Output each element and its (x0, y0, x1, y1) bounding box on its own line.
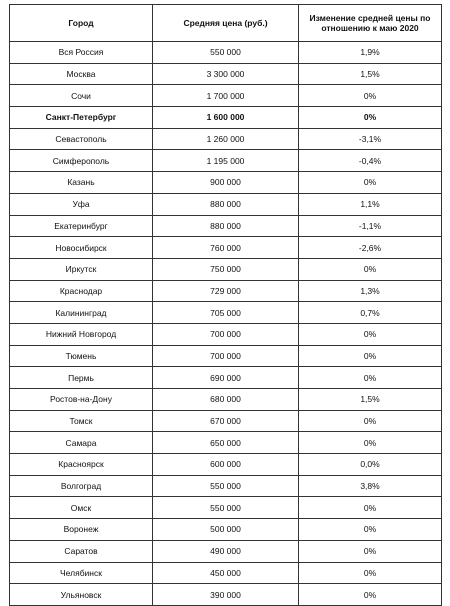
price-table (9, 4, 442, 606)
cell-city: Омск (10, 497, 153, 519)
cell-change: 0,0% (299, 454, 442, 476)
cell-city: Челябинск (10, 562, 153, 584)
cell-change: 0% (299, 540, 442, 562)
cell-change: 1,5% (299, 389, 442, 411)
cell-price: 1 260 000 (153, 128, 299, 150)
table-row (10, 302, 442, 324)
cell-change: 0% (299, 584, 442, 606)
cell-change: 1,1% (299, 193, 442, 215)
cell-price: 550 000 (153, 475, 299, 497)
cell-price: 3 300 000 (153, 63, 299, 85)
cell-city: Нижний Новгород (10, 323, 153, 345)
table-row (10, 367, 442, 389)
table-row (10, 172, 442, 194)
cell-city: Тюмень (10, 345, 153, 367)
cell-change: 3,8% (299, 475, 442, 497)
table-row (10, 323, 442, 345)
table-row (10, 215, 442, 237)
table-row (10, 519, 442, 541)
cell-city: Казань (10, 172, 153, 194)
cell-change: 0% (299, 410, 442, 432)
cell-change: 0% (299, 323, 442, 345)
cell-city: Севастополь (10, 128, 153, 150)
cell-price: 490 000 (153, 540, 299, 562)
cell-change: 0% (299, 497, 442, 519)
table-row (10, 410, 442, 432)
cell-price: 690 000 (153, 367, 299, 389)
table-row (10, 85, 442, 107)
header-change: Изменение средней цены по отношению к маю 2020 (299, 5, 442, 42)
cell-change: -3,1% (299, 128, 442, 150)
cell-change: 0% (299, 345, 442, 367)
table-row (10, 345, 442, 367)
cell-city: Саратов (10, 540, 153, 562)
cell-change: 0% (299, 172, 442, 194)
table-row (10, 562, 442, 584)
cell-price: 880 000 (153, 193, 299, 215)
cell-city: Краснодар (10, 280, 153, 302)
table-body (10, 42, 442, 606)
cell-price: 450 000 (153, 562, 299, 584)
cell-change: 1,9% (299, 42, 442, 64)
header-city: Город (10, 5, 153, 42)
cell-city: Москва (10, 63, 153, 85)
cell-price: 900 000 (153, 172, 299, 194)
header-row (10, 5, 442, 42)
cell-change: 0,7% (299, 302, 442, 324)
cell-price: 650 000 (153, 432, 299, 454)
table-row (10, 63, 442, 85)
table-row (10, 280, 442, 302)
cell-change: 0% (299, 367, 442, 389)
cell-price: 760 000 (153, 237, 299, 259)
cell-city: Волгоград (10, 475, 153, 497)
cell-change: 0% (299, 432, 442, 454)
cell-city: Красноярск (10, 454, 153, 476)
cell-price: 729 000 (153, 280, 299, 302)
cell-change: 1,5% (299, 63, 442, 85)
table-row (10, 128, 442, 150)
table-row (10, 497, 442, 519)
cell-city: Ульяновск (10, 584, 153, 606)
cell-price: 750 000 (153, 258, 299, 280)
cell-change: 0% (299, 562, 442, 584)
cell-price: 1 700 000 (153, 85, 299, 107)
cell-price: 670 000 (153, 410, 299, 432)
cell-price: 705 000 (153, 302, 299, 324)
cell-city: Новосибирск (10, 237, 153, 259)
cell-city: Вся Россия (10, 42, 153, 64)
table-row (10, 540, 442, 562)
table-row (10, 150, 442, 172)
cell-price: 550 000 (153, 497, 299, 519)
cell-city: Ростов-на-Дону (10, 389, 153, 411)
cell-price: 680 000 (153, 389, 299, 411)
cell-city: Санкт-Петербург (10, 107, 153, 129)
table-row (10, 237, 442, 259)
table-row (10, 107, 442, 129)
cell-change: 0% (299, 85, 442, 107)
cell-city: Самара (10, 432, 153, 454)
cell-city: Екатеринбург (10, 215, 153, 237)
cell-price: 390 000 (153, 584, 299, 606)
cell-city: Калининград (10, 302, 153, 324)
cell-change: -1,1% (299, 215, 442, 237)
cell-change: 0% (299, 107, 442, 129)
cell-city: Уфа (10, 193, 153, 215)
table-row (10, 454, 442, 476)
table-row (10, 432, 442, 454)
table-row (10, 475, 442, 497)
table-row (10, 389, 442, 411)
cell-city: Иркутск (10, 258, 153, 280)
cell-city: Воронеж (10, 519, 153, 541)
cell-city: Пермь (10, 367, 153, 389)
cell-change: 0% (299, 258, 442, 280)
cell-change: 0% (299, 519, 442, 541)
cell-price: 880 000 (153, 215, 299, 237)
cell-price: 1 600 000 (153, 107, 299, 129)
table-row (10, 42, 442, 64)
cell-price: 1 195 000 (153, 150, 299, 172)
table-row (10, 193, 442, 215)
cell-city: Сочи (10, 85, 153, 107)
cell-price: 550 000 (153, 42, 299, 64)
cell-price: 700 000 (153, 323, 299, 345)
cell-change: -2,6% (299, 237, 442, 259)
cell-price: 700 000 (153, 345, 299, 367)
header-price: Средняя цена (руб.) (153, 5, 299, 42)
cell-city: Симферополь (10, 150, 153, 172)
cell-city: Томск (10, 410, 153, 432)
cell-price: 500 000 (153, 519, 299, 541)
cell-change: -0,4% (299, 150, 442, 172)
cell-change: 1,3% (299, 280, 442, 302)
cell-price: 600 000 (153, 454, 299, 476)
table-row (10, 258, 442, 280)
